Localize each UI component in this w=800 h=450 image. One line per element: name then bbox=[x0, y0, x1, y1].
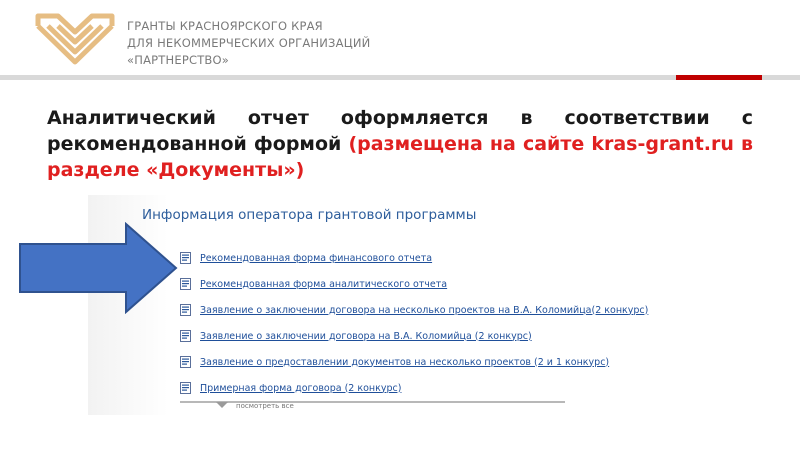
list-item bbox=[180, 375, 610, 401]
pointer-arrow-icon bbox=[18, 222, 178, 314]
document-links-list bbox=[180, 245, 649, 401]
org-line-2: ДЛЯ НЕКОММЕРЧЕСКИХ ОРГАНИЗАЦИЙ bbox=[127, 36, 371, 50]
word-document-icon bbox=[180, 252, 191, 264]
statement-note: (размещена на сайте kras-grant.ru в разделе «Документы») bbox=[47, 133, 753, 181]
word-document-icon bbox=[180, 356, 191, 368]
panel-title: Информация оператора грантовой программы bbox=[142, 207, 477, 223]
partnership-logo-icon bbox=[34, 12, 116, 72]
word-document-icon bbox=[180, 304, 191, 316]
link-multi-project-contract-application[interactable]: Заявление о заключении договора на несколько проектов на В.А. Коломийца(2 конкурс) bbox=[200, 304, 649, 316]
list-item bbox=[180, 323, 610, 349]
main-statement bbox=[47, 105, 753, 183]
list-item bbox=[180, 245, 610, 271]
chevron-down-icon[interactable] bbox=[216, 402, 228, 408]
statement-text: Аналитический отчет оформляется в соответствии с рекомендованной формой bbox=[47, 107, 753, 155]
header-divider bbox=[0, 75, 800, 80]
link-financial-report-form[interactable]: Рекомендованная форма финансового отчета bbox=[200, 252, 433, 264]
link-analytical-report-form[interactable]: Рекомендованная форма аналитического отчета bbox=[200, 278, 448, 290]
list-item bbox=[180, 297, 649, 323]
link-contract-application[interactable]: Заявление о заключении договора на В.А. Коломийца (2 конкурс) bbox=[200, 330, 532, 342]
word-document-icon bbox=[180, 330, 191, 342]
list-item bbox=[180, 271, 610, 297]
org-line-3: «ПАРТНЕРСТВО» bbox=[127, 53, 229, 67]
word-document-icon bbox=[180, 382, 191, 394]
org-line-1: ГРАНТЫ КРАСНОЯРСКОГО КРАЯ bbox=[127, 19, 323, 33]
list-item bbox=[180, 349, 610, 375]
organization-name bbox=[127, 18, 370, 69]
header-accent-bar bbox=[676, 75, 762, 80]
see-all-link[interactable]: посмотреть все bbox=[236, 402, 294, 410]
link-sample-contract-form[interactable]: Примерная форма договора (2 конкурс) bbox=[200, 382, 402, 394]
link-documents-submission-application[interactable]: Заявление о предоставлении документов на несколько проектов (2 и 1 конкурс) bbox=[200, 356, 610, 368]
word-document-icon bbox=[180, 278, 191, 290]
